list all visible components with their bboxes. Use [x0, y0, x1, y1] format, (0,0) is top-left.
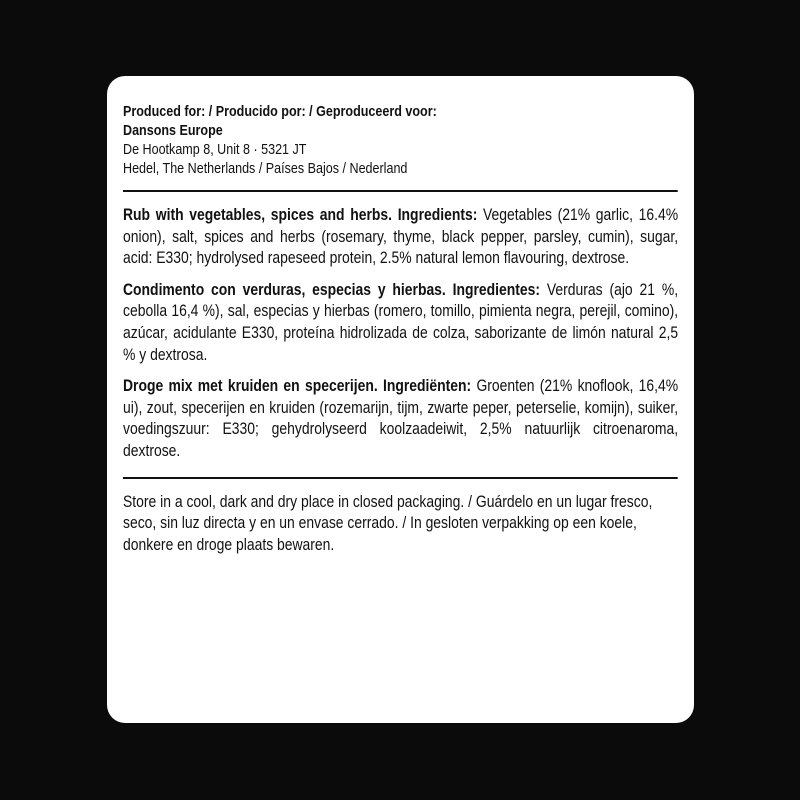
producer-block — [123, 103, 678, 179]
divider-top — [123, 190, 678, 192]
producer-heading: Produced for: / Producido por: / Geproduceerd voor: — [123, 104, 437, 120]
label-content — [123, 103, 678, 556]
ingredients-es-text: Verduras (ajo 21 %, cebolla 16,4 %), sal, especias y hierbas (romero, tomillo, pimienta negra, perejil, comino), azúcar, acidulante E330, proteína hidrolizada de colza, saborizante de limón natural 2,5 % y dextrosa. — [123, 280, 679, 364]
ingredients-nl — [123, 376, 678, 462]
ingredients-en — [123, 205, 678, 270]
ingredients-en-heading: Rub with vegetables, spices and herbs. Ingredients: — [123, 206, 478, 224]
product-label — [107, 76, 694, 723]
divider-bottom — [123, 477, 678, 479]
ingredients-nl-heading: Droge mix met kruiden en specerijen. Ingrediënten: — [123, 377, 472, 396]
ingredients-block — [123, 205, 678, 463]
producer-address-line-1: De Hootkamp 8, Unit 8 · 5321 JT — [123, 142, 307, 158]
ingredients-es-heading: Condimento con verduras, especias y hierbas. Ingredientes: — [123, 280, 541, 299]
producer-company: Dansons Europe — [123, 123, 223, 139]
producer-address-line-2: Hedel, The Netherlands / Países Bajos / Nederland — [123, 161, 408, 177]
ingredients-en-text: Vegetables (21% garlic, 16.4% onion), salt, spices and herbs (rosemary, thyme, black pepper, parsley, cumin), sugar, acid: E330; hydrolysed rapeseed protein, 2.5% natural lemon flavouring, dextrose. — [123, 206, 679, 268]
ingredients-es — [123, 280, 678, 366]
ingredients-nl-text: Groenten (21% knoflook, 16,4% ui), zout, specerijen en kruiden (rozemarijn, tijm, zwarte peper, peterselie, komijn), suiker, voedingszuur: E330; gehydrolyseerd koolzaadeiwit, 2,5% natuurlijk citroenaroma, dextrose. — [123, 377, 679, 460]
storage-instructions: Store in a cool, dark and dry place in closed packaging. / Guárdelo en un lugar fresco, seco, sin luz directa y en un envase cerrado. / In gesloten verpakking op een koele, donkere en droge plaats bewaren. — [123, 492, 653, 554]
